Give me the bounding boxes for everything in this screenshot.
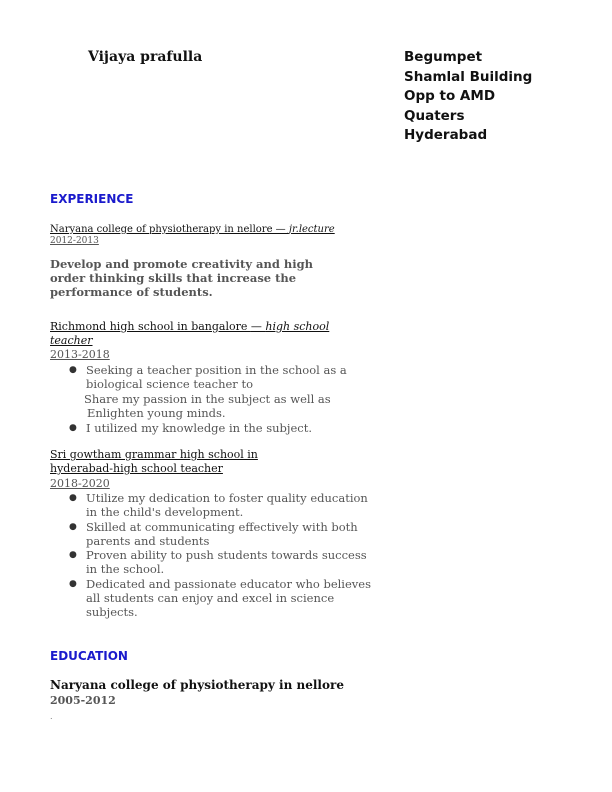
trailing-mark: . <box>50 712 53 721</box>
list-item: ● Proven ability to push students towards success in the school. <box>69 548 367 577</box>
job1-dates: 2012-2013 <box>50 236 99 246</box>
job3-duties <box>50 491 380 620</box>
list-item: ● Dedicated and passionate educator who believes all students can enjoy and excel in science subjects. <box>69 576 371 620</box>
education-school: Naryana college of physiotherapy in nellore <box>50 678 344 692</box>
experience-heading: EXPERIENCE <box>50 192 134 206</box>
address-line: Begumpet <box>404 49 483 65</box>
list-item: ● Seeking a teacher position in the school as a biological science teacher to <box>69 363 347 392</box>
job2-dates: 2013-2018 <box>50 348 110 361</box>
list-item: ● I utilized my knowledge in the subject. <box>69 421 312 436</box>
list-item-continuation: Share my passion in the subject as well as <box>84 391 331 406</box>
job3-dates: 2018-2020 <box>50 477 110 490</box>
job2-role: high school teacher <box>50 320 330 347</box>
candidate-name: Vijaya prafulla <box>88 49 203 65</box>
address-line: Quaters <box>404 107 465 124</box>
education-heading: EDUCATION <box>50 649 128 663</box>
bullet-icon: ● <box>69 550 77 561</box>
bullet-icon: ● <box>69 493 77 503</box>
job1-title <box>50 223 335 237</box>
address-block <box>404 48 532 146</box>
address-line: Shamlal Building <box>404 68 533 85</box>
job1-employer: Naryana college of physiotherapy in nellore <box>50 224 273 235</box>
bullet-icon: ● <box>69 521 77 532</box>
job2-separator: — <box>250 320 266 333</box>
job3-title: Sri gowtham grammar high school in hyderabad-high school teacher <box>50 448 258 475</box>
bullet-icon: ● <box>69 578 77 589</box>
job2-title <box>50 320 355 348</box>
bullet-icon: ● <box>69 365 77 375</box>
job2-employer: Richmond high school in bangalore <box>50 320 251 333</box>
bullet-icon: ● <box>69 423 77 434</box>
list-item: ● Utilize my dedication to foster quality education in the child's development. <box>69 491 368 520</box>
address-line: Opp to AMD <box>404 88 496 105</box>
list-item-continuation: Enlighten young minds. <box>87 405 226 420</box>
job1-summary: Develop and promote creativity and high order thinking skills that increase the performance of students. <box>50 257 314 300</box>
job1-separator: — <box>272 224 289 235</box>
address-line: Hyderabad <box>404 127 488 144</box>
job2-duties <box>50 363 380 435</box>
education-dates: 2005-2012 <box>50 694 116 707</box>
job1-role: jr.lecture <box>288 224 335 235</box>
list-item: ● Skilled at communicating effectively with both parents and students <box>69 519 358 548</box>
